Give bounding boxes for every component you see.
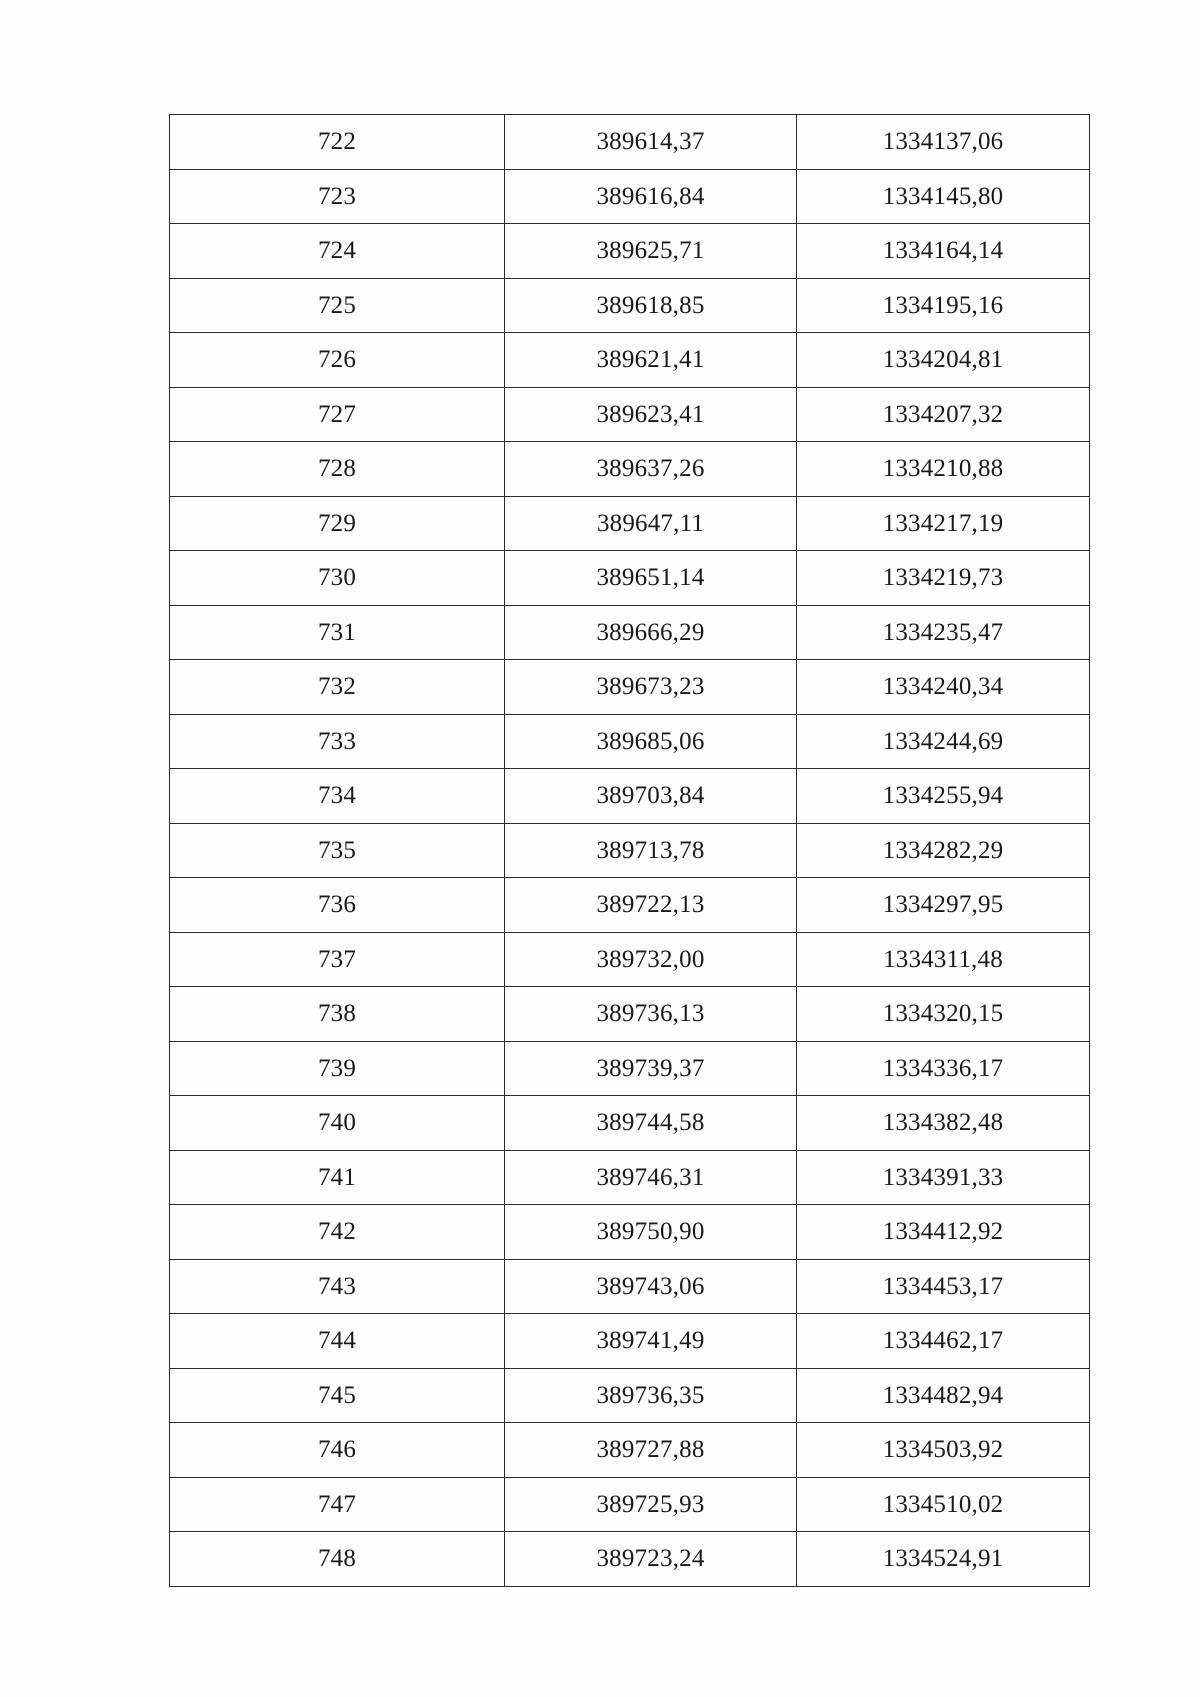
table-row [170, 932, 1090, 987]
x-coordinate-cell: 389623,41 [505, 387, 797, 442]
y-coordinate-cell: 1334204,81 [797, 333, 1090, 388]
table-row [170, 714, 1090, 769]
x-coordinate-cell: 389722,13 [505, 878, 797, 933]
x-coordinate-cell: 389673,23 [505, 660, 797, 715]
y-coordinate-cell: 1334297,95 [797, 878, 1090, 933]
y-coordinate-cell: 1334311,48 [797, 932, 1090, 987]
x-coordinate-cell: 389741,49 [505, 1314, 797, 1369]
y-coordinate-cell: 1334137,06 [797, 115, 1090, 170]
point-number-cell: 732 [170, 660, 505, 715]
x-coordinate-cell: 389739,37 [505, 1041, 797, 1096]
x-coordinate-cell: 389746,31 [505, 1150, 797, 1205]
y-coordinate-cell: 1334219,73 [797, 551, 1090, 606]
y-coordinate-cell: 1334510,02 [797, 1477, 1090, 1532]
x-coordinate-cell: 389618,85 [505, 278, 797, 333]
point-number-cell: 724 [170, 224, 505, 279]
x-coordinate-cell: 389647,11 [505, 496, 797, 551]
y-coordinate-cell: 1334164,14 [797, 224, 1090, 279]
table-row [170, 1314, 1090, 1369]
y-coordinate-cell: 1334503,92 [797, 1423, 1090, 1478]
point-number-cell: 742 [170, 1205, 505, 1260]
x-coordinate-cell: 389736,35 [505, 1368, 797, 1423]
table-row [170, 1477, 1090, 1532]
table-row [170, 1041, 1090, 1096]
table-row [170, 878, 1090, 933]
x-coordinate-cell: 389713,78 [505, 823, 797, 878]
y-coordinate-cell: 1334240,34 [797, 660, 1090, 715]
table-row [170, 660, 1090, 715]
point-number-cell: 738 [170, 987, 505, 1042]
x-coordinate-cell: 389651,14 [505, 551, 797, 606]
point-number-cell: 730 [170, 551, 505, 606]
x-coordinate-cell: 389727,88 [505, 1423, 797, 1478]
table-row [170, 1423, 1090, 1478]
y-coordinate-cell: 1334391,33 [797, 1150, 1090, 1205]
table-row [170, 496, 1090, 551]
table-row [170, 1368, 1090, 1423]
x-coordinate-cell: 389723,24 [505, 1532, 797, 1587]
x-coordinate-cell: 389725,93 [505, 1477, 797, 1532]
y-coordinate-cell: 1334207,32 [797, 387, 1090, 442]
x-coordinate-cell: 389616,84 [505, 169, 797, 224]
point-number-cell: 747 [170, 1477, 505, 1532]
table-row [170, 1532, 1090, 1587]
point-number-cell: 722 [170, 115, 505, 170]
table-row [170, 823, 1090, 878]
point-number-cell: 743 [170, 1259, 505, 1314]
point-number-cell: 733 [170, 714, 505, 769]
y-coordinate-cell: 1334382,48 [797, 1096, 1090, 1151]
point-number-cell: 725 [170, 278, 505, 333]
point-number-cell: 731 [170, 605, 505, 660]
x-coordinate-cell: 389732,00 [505, 932, 797, 987]
point-number-cell: 736 [170, 878, 505, 933]
y-coordinate-cell: 1334336,17 [797, 1041, 1090, 1096]
point-number-cell: 739 [170, 1041, 505, 1096]
point-number-cell: 727 [170, 387, 505, 442]
y-coordinate-cell: 1334482,94 [797, 1368, 1090, 1423]
x-coordinate-cell: 389703,84 [505, 769, 797, 824]
point-number-cell: 741 [170, 1150, 505, 1205]
y-coordinate-cell: 1334462,17 [797, 1314, 1090, 1369]
table-row [170, 987, 1090, 1042]
point-number-cell: 737 [170, 932, 505, 987]
x-coordinate-cell: 389621,41 [505, 333, 797, 388]
x-coordinate-cell: 389625,71 [505, 224, 797, 279]
table-row [170, 1259, 1090, 1314]
x-coordinate-cell: 389743,06 [505, 1259, 797, 1314]
table-row [170, 605, 1090, 660]
y-coordinate-cell: 1334255,94 [797, 769, 1090, 824]
point-number-cell: 744 [170, 1314, 505, 1369]
y-coordinate-cell: 1334210,88 [797, 442, 1090, 497]
table-row [170, 1205, 1090, 1260]
point-number-cell: 746 [170, 1423, 505, 1478]
coordinates-table-body [170, 115, 1090, 1587]
point-number-cell: 728 [170, 442, 505, 497]
y-coordinate-cell: 1334412,92 [797, 1205, 1090, 1260]
y-coordinate-cell: 1334145,80 [797, 169, 1090, 224]
y-coordinate-cell: 1334320,15 [797, 987, 1090, 1042]
point-number-cell: 745 [170, 1368, 505, 1423]
point-number-cell: 748 [170, 1532, 505, 1587]
table-row [170, 224, 1090, 279]
x-coordinate-cell: 389750,90 [505, 1205, 797, 1260]
table-row [170, 387, 1090, 442]
x-coordinate-cell: 389666,29 [505, 605, 797, 660]
coordinates-table [169, 114, 1090, 1587]
table-row [170, 551, 1090, 606]
y-coordinate-cell: 1334524,91 [797, 1532, 1090, 1587]
table-row [170, 333, 1090, 388]
y-coordinate-cell: 1334453,17 [797, 1259, 1090, 1314]
x-coordinate-cell: 389736,13 [505, 987, 797, 1042]
table-row [170, 115, 1090, 170]
point-number-cell: 729 [170, 496, 505, 551]
y-coordinate-cell: 1334195,16 [797, 278, 1090, 333]
x-coordinate-cell: 389685,06 [505, 714, 797, 769]
point-number-cell: 740 [170, 1096, 505, 1151]
table-row [170, 169, 1090, 224]
point-number-cell: 723 [170, 169, 505, 224]
x-coordinate-cell: 389614,37 [505, 115, 797, 170]
point-number-cell: 735 [170, 823, 505, 878]
table-row [170, 1150, 1090, 1205]
y-coordinate-cell: 1334235,47 [797, 605, 1090, 660]
table-row [170, 769, 1090, 824]
table-row [170, 442, 1090, 497]
x-coordinate-cell: 389637,26 [505, 442, 797, 497]
y-coordinate-cell: 1334244,69 [797, 714, 1090, 769]
x-coordinate-cell: 389744,58 [505, 1096, 797, 1151]
y-coordinate-cell: 1334217,19 [797, 496, 1090, 551]
point-number-cell: 734 [170, 769, 505, 824]
y-coordinate-cell: 1334282,29 [797, 823, 1090, 878]
table-row [170, 1096, 1090, 1151]
table-row [170, 278, 1090, 333]
point-number-cell: 726 [170, 333, 505, 388]
